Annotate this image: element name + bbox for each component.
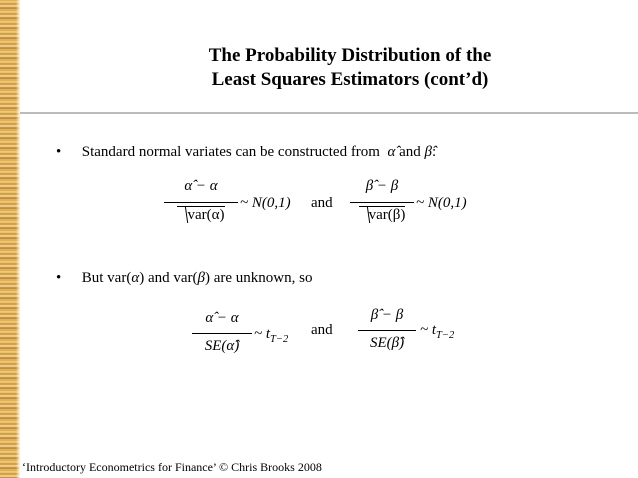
eq2-beta-denominator: SE(β̂)	[369, 335, 405, 351]
bullet-1-and: and	[399, 144, 421, 160]
bullet-2-text-a: But var(	[81, 270, 132, 286]
eq1-alpha-numerator: α̂ − α	[184, 178, 218, 194]
beta-symbol: β	[197, 270, 205, 286]
eq2-beta-fraction	[358, 307, 416, 361]
sqrt-symbol: var(α)	[177, 206, 224, 224]
sqrt-symbol: var(β)	[359, 206, 406, 224]
bullet-icon: •	[56, 144, 62, 160]
alpha-symbol: α	[131, 270, 140, 286]
slide-title	[80, 44, 620, 92]
bullet-standard-normal	[56, 144, 436, 161]
title-line-1: The Probability Distribution of the	[208, 45, 492, 66]
eq1-alpha-distribution: ~ N(0,1)	[240, 195, 291, 211]
title-divider	[20, 112, 638, 114]
eq1-beta-numerator: β̂ − β	[365, 178, 399, 194]
bullet-1-colon: :	[432, 144, 437, 160]
decorative-sidebar	[0, 0, 20, 478]
eq2-beta-numerator: β̂ − β	[370, 307, 404, 323]
eq2-and: and	[311, 322, 333, 338]
eq2-alpha-distribution: ~ $t_{T-2}$	[254, 326, 289, 345]
bullet-2-text-b: ) and var(	[139, 270, 198, 286]
bullet-icon: •	[56, 270, 62, 286]
beta-hat-symbol: β̂	[424, 144, 433, 160]
bullet-2-text-c: ) are unknown, so	[205, 270, 313, 286]
eq2-alpha-fraction	[192, 310, 252, 364]
bullet-unknown-variance	[56, 270, 312, 287]
fraction-bar	[358, 330, 416, 331]
fraction-bar	[164, 202, 238, 203]
eq1-beta-denominator	[350, 206, 414, 224]
eq2-alpha-numerator: α̂ − α	[205, 310, 239, 326]
bullet-1-text: Standard normal variates can be constructed from	[81, 144, 380, 160]
eq1-beta-distribution: ~ N(0,1)	[416, 195, 467, 211]
eq1-alpha-denominator	[164, 206, 238, 224]
fraction-bar	[350, 202, 414, 203]
eq1-and: and	[311, 195, 333, 211]
eq1-beta-fraction	[350, 178, 414, 232]
eq2-alpha-denominator: SE(α̂)	[204, 338, 240, 354]
fraction-bar	[192, 333, 252, 334]
title-line-2: Least Squares Estimators (cont’d)	[211, 69, 489, 90]
eq2-beta-distribution: ~ $t_{T-2}$	[420, 322, 455, 341]
footer-citation: ‘Introductory Econometrics for Finance’ © Chris Brooks 2008	[22, 460, 322, 474]
alpha-hat-symbol: α̂	[383, 144, 396, 160]
eq1-alpha-fraction	[164, 178, 238, 232]
